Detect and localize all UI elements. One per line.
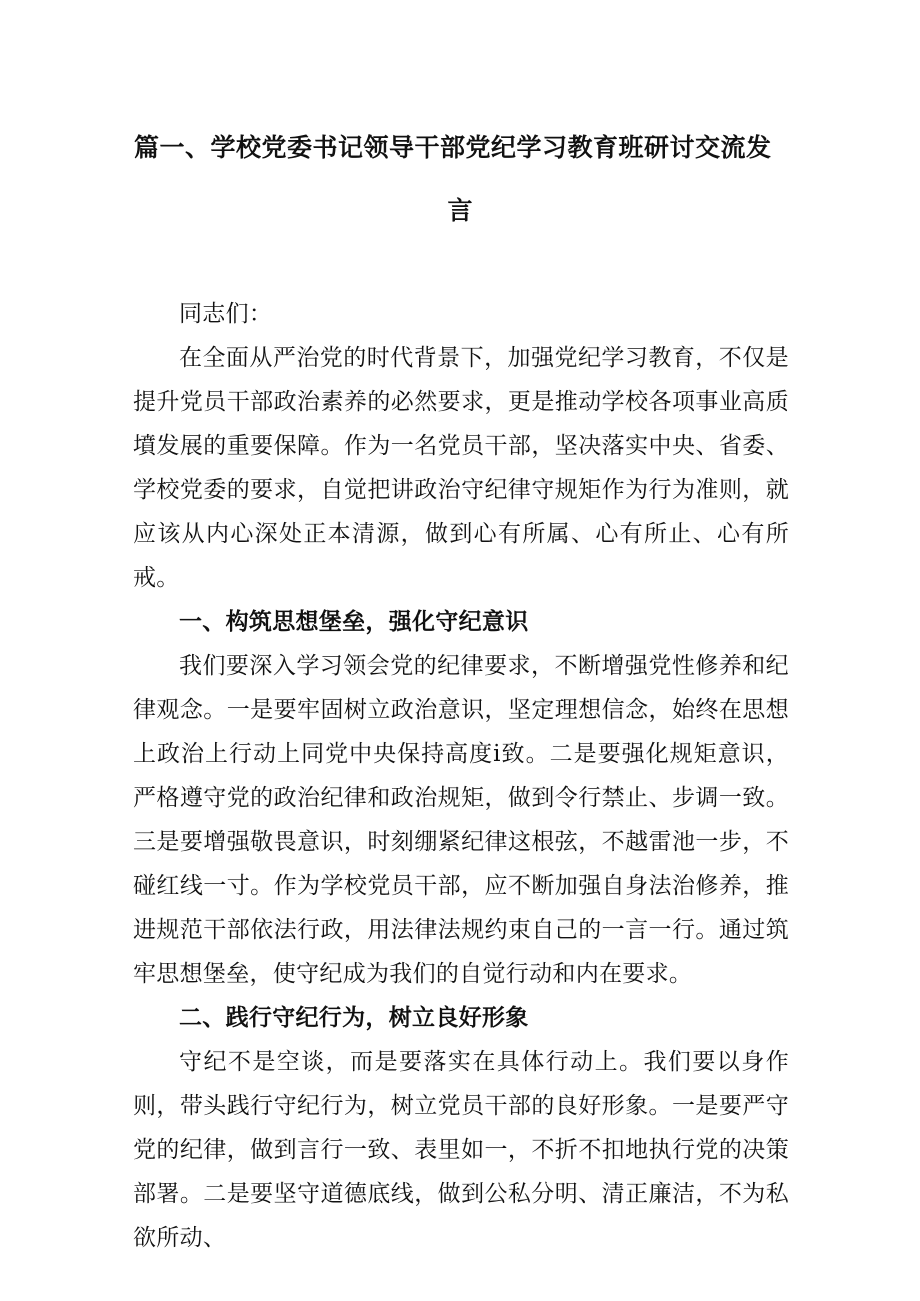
section-heading-2: 二、践行守纪行为，树立良好形象 — [179, 1004, 529, 1031]
paragraph-section-1: 我们要深入学习领会党的纪律要求，不断增强党性修养和纪律观念。一是要牢固树立政治意识，坚定理想信念，始终在思想上政治上行动上同党中央保持高度i致。二是要强化规矩意识，严格遵守党的政治纪律和政治规矩，做到令行禁止、步调一致。三是要增强敬畏意识，时刻绷紧纪律这根弦，不越雷池一步，不碰红线一寸。作为学校党员干部，应不断加强自身法治修养，推进规范干部依法行政，用法律法规约束自己的一言一行。通过筑牢思想堡垒，使守纪成为我们的自觉行动和内在要求。 — [133, 653, 789, 987]
section-heading-1: 一、构筑思想堡垒，强化守纪意识 — [179, 608, 529, 635]
document-title-continuation: 言 — [447, 196, 473, 225]
document-body — [133, 292, 789, 1260]
paragraph-section-2: 守纪不是空谈，而是要落实在具体行动上。我们要以身作则，带头践行守纪行为，树立党员干部的良好形象。一是要严守党的纪律，做到言行一致、表里如一，不折不扣地执行党的决策部署。二是要坚守道德底线，做到公私分明、清正廉洁，不为私欲所动、 — [133, 1049, 789, 1251]
paragraph-intro: 在全面从严治党的时代背景下，加强党纪学习教育，不仅是提升党员干部政治素养的必然要求，更是推动学校各项事业高质墳发展的重要保障。作为一名党员干部，坚决落实中央、省委、学校党委的要求，自觉把讲政治守纪律守规矩作为行为准则，就应该从内心深处正本清源，做到心有所属、心有所止、心有所戒。 — [133, 345, 789, 591]
salutation: 同志们： — [179, 301, 273, 327]
document-title: 篇一、学校党委书记领导干部党纪学习教育班研讨交流发 — [134, 133, 772, 162]
